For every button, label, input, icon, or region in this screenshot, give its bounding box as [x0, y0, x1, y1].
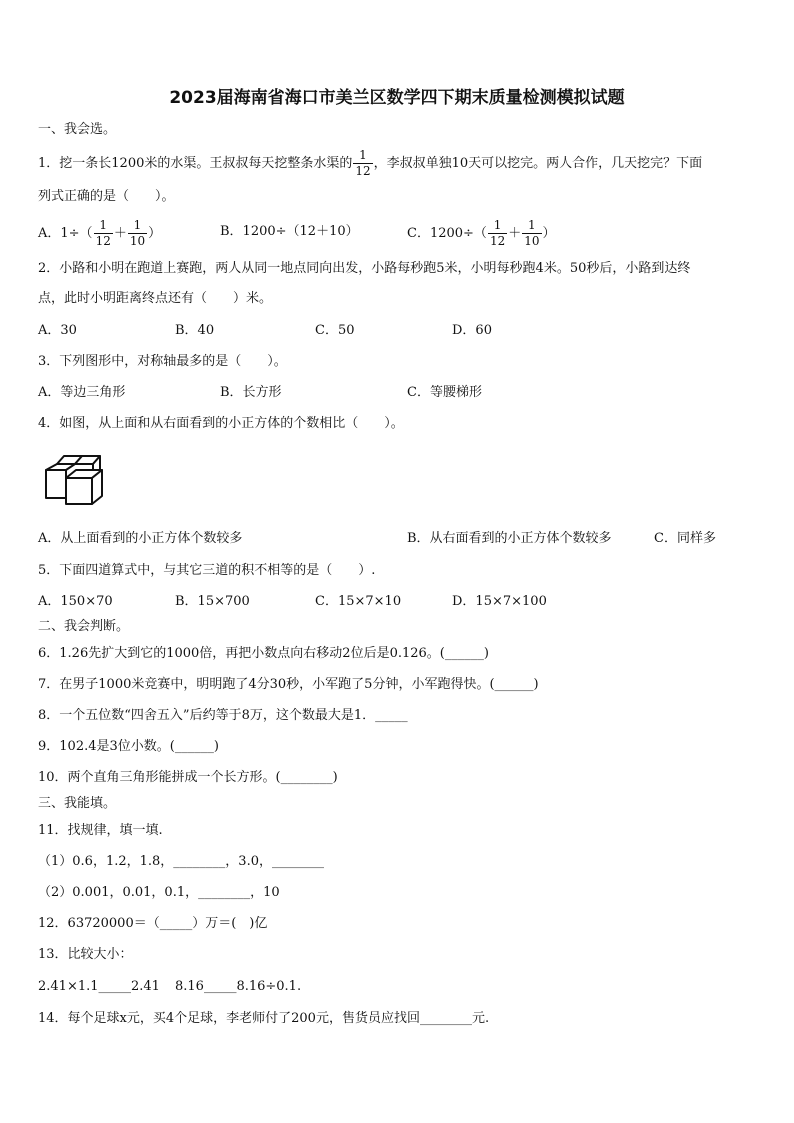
frac-numerator: 1	[128, 218, 147, 234]
cube-front-right-face	[66, 478, 92, 504]
q1-c-suffix: ）	[542, 226, 556, 241]
q2-option-d: D．60	[452, 323, 492, 338]
question-8: 8．一个五位数“四舍五入”后约等于8万，这个数最大是1．_____	[38, 708, 408, 723]
q1-a-suffix: ）	[148, 226, 162, 241]
q1-frac-numerator: 1	[353, 148, 372, 164]
q4-option-b: B．从右面看到的小正方体个数较多	[407, 531, 612, 546]
q3-option-a: A．等边三角形	[38, 385, 126, 400]
q1-a-frac-1	[94, 218, 113, 249]
q2-option-c: C．50	[315, 323, 355, 338]
question-1-line-2: 列式正确的是（ ）。	[38, 189, 175, 204]
q1-a-prefix: A．1÷（	[38, 226, 93, 241]
question-3: 3．下列图形中，对称轴最多的是（ ）。	[38, 354, 287, 369]
q1-option-a	[38, 218, 161, 249]
q1-option-b: B．1200÷（12＋10）	[220, 224, 359, 239]
frac-denominator: 10	[129, 234, 146, 248]
question-11-part-1: （1）0.6，1.2，1.8，________，3.0，________	[38, 854, 324, 869]
q4-option-a: A．从上面看到的小正方体个数较多	[38, 531, 243, 546]
section-2-heading: 二、我会判断。	[38, 619, 130, 634]
question-5: 5．下面四道算式中，与其它三道的积不相等的是（ ）.	[38, 563, 376, 578]
q5-option-b: B．15×700	[175, 594, 250, 609]
question-6: 6．1.26先扩大到它的1000倍，再把小数点向右移动2位后是0.126。(______)	[38, 646, 489, 661]
plus-sign: ＋	[508, 226, 522, 241]
frac-denominator: 10	[524, 234, 540, 248]
question-13-compare-a: 2.41×1.1_____2.41	[38, 979, 160, 994]
cube-front-left-face	[46, 470, 66, 498]
q1-frac-denominator: 12	[355, 164, 371, 178]
q3-option-b: B．长方形	[220, 385, 282, 400]
question-11: 11．找规律，填一填.	[38, 823, 163, 838]
q2-option-b: B．40	[175, 323, 215, 338]
q1-option-c	[407, 218, 556, 249]
q1-text-b: ，李叔叔单独10天可以挖完。两人合作，几天挖完？下面	[373, 156, 703, 171]
q3-option-c: C．等腰梯形	[407, 385, 482, 400]
question-4: 4．如图，从上面和从右面看到的小正方体的个数相比（ ）。	[38, 416, 404, 431]
q1-fraction	[353, 148, 372, 179]
question-9: 9．102.4是3位小数。(______)	[38, 739, 219, 754]
q5-option-c: C．15×7×10	[315, 594, 402, 609]
plus-sign: ＋	[113, 226, 127, 241]
question-11-part-2: （2）0.001，0.01，0.1，________，10	[38, 885, 280, 900]
q2-option-a: A．30	[38, 323, 77, 338]
question-14: 14．每个足球x元，买4个足球，李老师付了200元，售货员应找回________元.	[38, 1011, 490, 1026]
frac-denominator: 12	[489, 234, 506, 248]
section-3-heading: 三、我能填。	[38, 796, 117, 811]
q5-option-a: A．150×70	[38, 594, 113, 609]
q1-c-prefix: C．1200÷（	[407, 226, 487, 241]
frac-numerator: 1	[522, 218, 541, 234]
cube-figure	[44, 452, 112, 510]
page-title: 2023届海南省海口市美兰区数学四下期末质量检测模拟试题	[169, 88, 625, 108]
q1-c-frac-1	[488, 218, 507, 249]
question-1-line-1	[38, 148, 702, 179]
q1-a-frac-2	[128, 218, 147, 249]
q4-option-c: C．同样多	[654, 531, 716, 546]
question-13: 13．比较大小：	[38, 947, 133, 962]
question-12: 12．63720000＝（_____）万＝( )亿	[38, 916, 268, 931]
section-1-heading: 一、我会选。	[38, 122, 117, 137]
cube-front-left-top	[46, 464, 75, 470]
question-7: 7．在男子1000米竞赛中，明明跑了4分30秒，小军跑了5分钟，小军跑得快。(______)	[38, 677, 539, 692]
q1-text-a: 1．挖一条长1200米的水渠。王叔叔每天挖整条水渠的	[38, 156, 353, 171]
frac-denominator: 12	[95, 234, 111, 248]
question-10: 10．两个直角三角形能拼成一个长方形。(________)	[38, 770, 338, 785]
question-2-line-2: 点，此时小明距离终点还有（ ）米。	[38, 291, 273, 306]
question-2-line-1: 2．小路和小明在跑道上赛跑，两人从同一地点同向出发，小路每秒跑5米，小明每秒跑4米。50秒后，小路到达终	[38, 261, 691, 276]
frac-numerator: 1	[94, 218, 113, 234]
question-13-compare-b: 8.16_____8.16÷0.1.	[175, 979, 302, 994]
q1-c-frac-2	[522, 218, 541, 249]
frac-numerator: 1	[488, 218, 507, 234]
q5-option-d: D．15×7×100	[452, 594, 547, 609]
